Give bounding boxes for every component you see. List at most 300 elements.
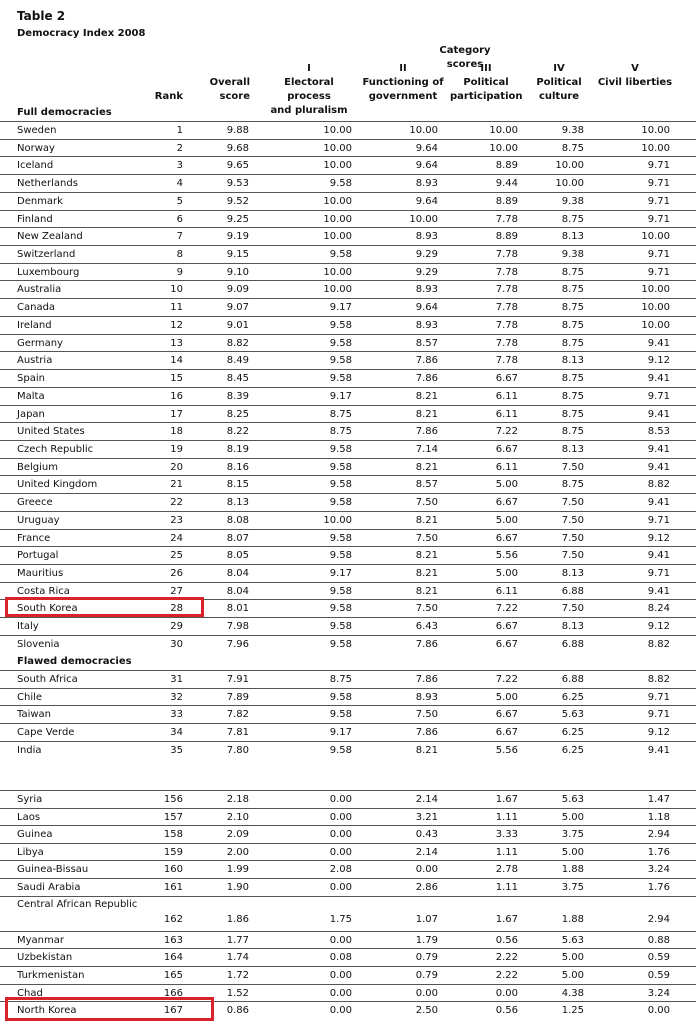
country-name-cell: Malta bbox=[17, 390, 45, 402]
overall-score-cell: 8.22 bbox=[226, 426, 249, 438]
electoral-process-cell: 10.00 bbox=[323, 142, 352, 154]
table-row bbox=[0, 263, 696, 281]
political-participation-cell: 6.67 bbox=[495, 621, 518, 633]
political-culture-cell: 8.13 bbox=[561, 231, 584, 243]
rank-header: Rank bbox=[154, 91, 183, 102]
table-row bbox=[0, 948, 696, 966]
electoral-process-cell: 10.00 bbox=[323, 514, 352, 526]
country-name-cell: Luxembourg bbox=[17, 266, 80, 278]
civil-liberties-cell: 9.71 bbox=[647, 709, 670, 721]
rank-cell: 8 bbox=[176, 249, 183, 261]
political-culture-cell: 5.00 bbox=[561, 970, 584, 981]
overall-score-cell: 7.98 bbox=[226, 621, 249, 633]
country-name-cell: Portugal bbox=[17, 550, 59, 562]
political-culture-cell: 1.88 bbox=[561, 864, 584, 876]
table-row bbox=[0, 475, 696, 493]
country-name-cell: Australia bbox=[17, 284, 62, 296]
rank-cell: 19 bbox=[170, 443, 183, 455]
political-participation-cell: 6.67 bbox=[495, 373, 518, 385]
rank-cell: 166 bbox=[163, 987, 183, 999]
civil-liberties-cell: 2.94 bbox=[647, 913, 670, 925]
political-participation-cell: 8.89 bbox=[495, 231, 518, 243]
political-participation-cell: 1.67 bbox=[495, 913, 518, 925]
rank-cell: 162 bbox=[163, 913, 183, 925]
functioning-government-cell: 8.57 bbox=[415, 337, 438, 349]
table-row bbox=[0, 351, 696, 369]
electoral-process-cell: 9.58 bbox=[329, 461, 352, 473]
political-participation-cell: 10.00 bbox=[489, 125, 518, 136]
country-name-cell: Germany bbox=[17, 337, 63, 349]
functioning-government-cell: 2.50 bbox=[415, 1005, 438, 1017]
political-culture-cell: 8.13 bbox=[561, 568, 584, 579]
political-participation-cell: 7.78 bbox=[495, 266, 518, 278]
overall-score-cell: 9.88 bbox=[226, 125, 249, 136]
electoral-process-cell: 10.00 bbox=[323, 125, 352, 136]
political-culture-cell: 5.63 bbox=[561, 934, 584, 946]
table-row bbox=[0, 458, 696, 476]
civil-liberties-cell: 9.71 bbox=[647, 514, 670, 526]
political-culture-cell: 7.50 bbox=[561, 514, 584, 526]
overall-score-cell: 7.91 bbox=[226, 674, 249, 685]
table-row bbox=[0, 825, 696, 843]
overall-score-cell: 1.86 bbox=[226, 913, 249, 925]
country-name-cell: India bbox=[17, 744, 42, 756]
country-name-cell: Libya bbox=[17, 846, 44, 858]
electoral-process-cell: 0.00 bbox=[329, 934, 352, 946]
rank-cell: 156 bbox=[163, 794, 183, 805]
functioning-government-cell: 0.00 bbox=[415, 864, 438, 876]
political-participation-cell: 10.00 bbox=[489, 142, 518, 154]
functioning-government-cell: 9.29 bbox=[415, 249, 438, 261]
political-participation-cell: 8.89 bbox=[495, 160, 518, 172]
political-culture-cell: 10.00 bbox=[555, 178, 584, 190]
table-row bbox=[0, 529, 696, 547]
political-culture-cell: 1.25 bbox=[561, 1005, 584, 1017]
political-culture-cell: 8.75 bbox=[561, 426, 584, 438]
functioning-government-cell: 9.64 bbox=[415, 195, 438, 207]
electoral-process-cell: 9.58 bbox=[329, 355, 352, 367]
political-culture-cell: 9.38 bbox=[561, 125, 584, 136]
electoral-process-cell: 0.00 bbox=[329, 829, 352, 841]
electoral-process-cell: 0.00 bbox=[329, 794, 352, 805]
electoral-process-cell: 9.58 bbox=[329, 319, 352, 331]
rank-cell: 31 bbox=[170, 674, 183, 685]
country-name-cell: Central African Republic bbox=[17, 898, 138, 910]
rank-cell: 164 bbox=[163, 952, 183, 964]
political-culture-cell: 1.88 bbox=[561, 913, 584, 925]
political-culture-cell: 5.00 bbox=[561, 811, 584, 823]
electoral-process-cell: 0.00 bbox=[329, 987, 352, 999]
political-culture-cell: 6.88 bbox=[561, 585, 584, 597]
country-name-cell: Japan bbox=[17, 408, 45, 420]
rank-cell: 9 bbox=[176, 266, 183, 278]
electoral-process-cell: 0.00 bbox=[329, 846, 352, 858]
country-name-cell: United States bbox=[17, 426, 85, 438]
functioning-government-cell: 3.21 bbox=[415, 811, 438, 823]
civil-liberties-cell: 8.82 bbox=[647, 479, 670, 491]
country-name-cell: Guinea-Bissau bbox=[17, 864, 89, 876]
political-participation-cell: 2.78 bbox=[495, 864, 518, 876]
overall-score-cell: 9.10 bbox=[226, 266, 249, 278]
electoral-process-cell: 10.00 bbox=[323, 266, 352, 278]
civil-liberties-cell: 9.41 bbox=[647, 585, 670, 597]
electoral-process-cell: 0.00 bbox=[329, 970, 352, 981]
civil-liberties-cell: 10.00 bbox=[641, 319, 670, 331]
political-culture-cell: 8.75 bbox=[561, 213, 584, 225]
table-row bbox=[0, 723, 696, 741]
country-name-cell: Cape Verde bbox=[17, 727, 75, 739]
political-culture-cell: 6.88 bbox=[561, 638, 584, 650]
functioning-government-cell: 7.86 bbox=[415, 355, 438, 367]
overall-score-cell: 9.53 bbox=[226, 178, 249, 190]
political-participation-cell: 7.78 bbox=[495, 337, 518, 349]
overall-score-cell: 2.18 bbox=[226, 794, 249, 805]
electoral-process-cell: 0.08 bbox=[329, 952, 352, 964]
overall-score-cell: 9.19 bbox=[226, 231, 249, 243]
table-subtitle: Democracy Index 2008 bbox=[17, 28, 146, 39]
overall-score-cell: 9.25 bbox=[226, 213, 249, 225]
overall-score-cell: 9.65 bbox=[226, 160, 249, 172]
rank-cell: 22 bbox=[170, 497, 183, 509]
electoral-process-cell: 9.58 bbox=[329, 638, 352, 650]
rank-cell: 158 bbox=[163, 829, 183, 841]
political-participation-cell: 8.89 bbox=[495, 195, 518, 207]
functioning-government-cell: 8.21 bbox=[415, 585, 438, 597]
functioning-government-header: II Functioning of government bbox=[362, 63, 444, 102]
electoral-process-cell: 9.58 bbox=[329, 249, 352, 261]
overall-score-cell: 8.25 bbox=[226, 408, 249, 420]
political-participation-cell: 7.22 bbox=[495, 426, 518, 438]
political-culture-cell: 3.75 bbox=[561, 882, 584, 893]
functioning-government-cell: 8.21 bbox=[415, 744, 438, 756]
country-name-cell: Belgium bbox=[17, 461, 58, 473]
civil-liberties-cell: 9.41 bbox=[647, 337, 670, 349]
rank-cell: 159 bbox=[163, 846, 183, 858]
overall-score-cell: 8.01 bbox=[226, 603, 249, 615]
overall-score-cell: 8.45 bbox=[226, 373, 249, 385]
civil-liberties-cell: 10.00 bbox=[641, 142, 670, 154]
functioning-government-cell: 2.14 bbox=[415, 794, 438, 805]
country-name-cell: Uzbekistan bbox=[17, 952, 73, 964]
table-row bbox=[0, 860, 696, 878]
functioning-government-cell: 8.93 bbox=[415, 284, 438, 296]
rank-cell: 15 bbox=[170, 373, 183, 385]
political-culture-cell: 8.75 bbox=[561, 284, 584, 296]
rank-cell: 1 bbox=[176, 125, 183, 136]
rank-cell: 16 bbox=[170, 390, 183, 402]
political-participation-cell: 6.67 bbox=[495, 638, 518, 650]
civil-liberties-header: V Civil liberties bbox=[597, 63, 673, 88]
rank-cell: 11 bbox=[170, 302, 183, 314]
political-participation-cell: 6.67 bbox=[495, 727, 518, 739]
civil-liberties-cell: 1.76 bbox=[647, 846, 670, 858]
political-participation-cell: 7.78 bbox=[495, 319, 518, 331]
functioning-government-cell: 8.21 bbox=[415, 568, 438, 579]
table-row bbox=[0, 546, 696, 564]
political-participation-cell: 6.67 bbox=[495, 709, 518, 721]
civil-liberties-cell: 9.12 bbox=[647, 355, 670, 367]
overall-score-cell: 1.99 bbox=[226, 864, 249, 876]
civil-liberties-cell: 9.71 bbox=[647, 390, 670, 402]
overall-score-cell: 8.05 bbox=[226, 550, 249, 562]
political-culture-cell: 8.13 bbox=[561, 621, 584, 633]
civil-liberties-cell: 9.71 bbox=[647, 160, 670, 172]
political-participation-cell: 1.11 bbox=[495, 882, 518, 893]
rank-cell: 12 bbox=[170, 319, 183, 331]
table-row bbox=[0, 121, 696, 139]
country-name-cell: Taiwan bbox=[17, 709, 52, 721]
overall-score-cell: 8.49 bbox=[226, 355, 249, 367]
political-participation-cell: 5.00 bbox=[495, 479, 518, 491]
political-participation-cell: 9.44 bbox=[495, 178, 518, 190]
political-participation-cell: 0.56 bbox=[495, 1005, 518, 1017]
overall-score-cell: 8.04 bbox=[226, 568, 249, 579]
country-name-cell: Slovenia bbox=[17, 638, 60, 650]
table-row bbox=[0, 387, 696, 405]
rank-cell: 23 bbox=[170, 514, 183, 526]
country-name-cell: Denmark bbox=[17, 195, 63, 207]
functioning-government-cell: 6.43 bbox=[415, 621, 438, 633]
functioning-government-cell: 7.86 bbox=[415, 426, 438, 438]
overall-score-cell: 8.15 bbox=[226, 479, 249, 491]
rank-cell: 35 bbox=[170, 744, 183, 756]
country-name-cell: South Africa bbox=[17, 674, 78, 685]
functioning-government-cell: 8.21 bbox=[415, 390, 438, 402]
table-row bbox=[0, 316, 696, 334]
country-name-cell: Norway bbox=[17, 142, 55, 154]
overall-score-cell: 0.86 bbox=[226, 1005, 249, 1017]
electoral-process-cell: 10.00 bbox=[323, 160, 352, 172]
functioning-government-cell: 0.00 bbox=[415, 987, 438, 999]
civil-liberties-cell: 10.00 bbox=[641, 284, 670, 296]
political-participation-cell: 1.67 bbox=[495, 794, 518, 805]
electoral-process-cell: 9.58 bbox=[329, 178, 352, 190]
political-culture-cell: 8.13 bbox=[561, 443, 584, 455]
electoral-process-cell: 0.00 bbox=[329, 1005, 352, 1017]
political-culture-cell: 8.75 bbox=[561, 266, 584, 278]
rank-cell: 32 bbox=[170, 691, 183, 703]
overall-score-cell: 7.89 bbox=[226, 691, 249, 703]
political-culture-cell: 9.38 bbox=[561, 249, 584, 261]
political-culture-cell: 5.63 bbox=[561, 709, 584, 721]
electoral-process-cell: 0.00 bbox=[329, 811, 352, 823]
electoral-process-cell: 9.58 bbox=[329, 550, 352, 562]
electoral-process-cell: 9.58 bbox=[329, 691, 352, 703]
political-participation-header: III Political participation bbox=[450, 63, 523, 102]
political-culture-cell: 8.75 bbox=[561, 479, 584, 491]
rank-cell: 20 bbox=[170, 461, 183, 473]
civil-liberties-cell: 3.24 bbox=[647, 864, 670, 876]
functioning-government-cell: 0.79 bbox=[415, 952, 438, 964]
overall-score-cell: 9.52 bbox=[226, 195, 249, 207]
functioning-government-cell: 2.14 bbox=[415, 846, 438, 858]
electoral-process-cell: 10.00 bbox=[323, 195, 352, 207]
functioning-government-cell: 0.79 bbox=[415, 970, 438, 981]
table-title: Table 2 bbox=[17, 9, 66, 23]
political-participation-cell: 3.33 bbox=[495, 829, 518, 841]
overall-score-cell: 1.90 bbox=[226, 882, 249, 893]
political-participation-cell: 0.56 bbox=[495, 934, 518, 946]
rank-cell: 7 bbox=[176, 231, 183, 243]
civil-liberties-cell: 9.41 bbox=[647, 408, 670, 420]
overall-score-cell: 9.01 bbox=[226, 319, 249, 331]
political-culture-cell: 5.00 bbox=[561, 952, 584, 964]
civil-liberties-cell: 0.59 bbox=[647, 970, 670, 981]
rank-cell: 21 bbox=[170, 479, 183, 491]
rank-cell: 157 bbox=[163, 811, 183, 823]
table-row bbox=[0, 334, 696, 352]
political-participation-cell: 6.11 bbox=[495, 408, 518, 420]
functioning-government-cell: 7.50 bbox=[415, 497, 438, 509]
rank-cell: 13 bbox=[170, 337, 183, 349]
political-participation-cell: 7.78 bbox=[495, 249, 518, 261]
electoral-process-cell: 9.58 bbox=[329, 603, 352, 615]
functioning-government-cell: 10.00 bbox=[409, 213, 438, 225]
political-participation-cell: 2.22 bbox=[495, 970, 518, 981]
table-row bbox=[0, 493, 696, 511]
electoral-process-cell: 8.75 bbox=[329, 426, 352, 438]
overall-score-cell: 7.82 bbox=[226, 709, 249, 721]
table-row bbox=[0, 878, 696, 896]
overall-score-cell: 2.09 bbox=[226, 829, 249, 841]
functioning-government-cell: 8.21 bbox=[415, 550, 438, 562]
political-participation-cell: 1.11 bbox=[495, 846, 518, 858]
rank-cell: 26 bbox=[170, 568, 183, 579]
rank-cell: 27 bbox=[170, 585, 183, 597]
category-scores-header: Category scores bbox=[439, 45, 491, 70]
political-participation-cell: 6.67 bbox=[495, 497, 518, 509]
overall-score-cell: 1.72 bbox=[226, 970, 249, 981]
political-culture-cell: 8.75 bbox=[561, 142, 584, 154]
political-culture-cell: 5.63 bbox=[561, 794, 584, 805]
civil-liberties-cell: 0.88 bbox=[647, 934, 670, 946]
country-name-cell: Myanmar bbox=[17, 934, 64, 946]
political-participation-cell: 7.78 bbox=[495, 213, 518, 225]
table-row bbox=[0, 670, 696, 688]
political-participation-cell: 7.78 bbox=[495, 302, 518, 314]
political-culture-cell: 7.50 bbox=[561, 532, 584, 544]
country-name-cell: France bbox=[17, 532, 51, 544]
table-row bbox=[0, 741, 696, 759]
table-row bbox=[0, 688, 696, 706]
political-participation-cell: 6.11 bbox=[495, 461, 518, 473]
political-participation-cell: 5.00 bbox=[495, 691, 518, 703]
functioning-government-cell: 8.93 bbox=[415, 231, 438, 243]
table-row bbox=[0, 843, 696, 861]
political-participation-cell: 5.56 bbox=[495, 550, 518, 562]
country-name-cell: Czech Republic bbox=[17, 443, 94, 455]
functioning-government-cell: 9.64 bbox=[415, 302, 438, 314]
political-participation-cell: 6.11 bbox=[495, 390, 518, 402]
civil-liberties-cell: 1.47 bbox=[647, 794, 670, 805]
political-culture-cell: 7.50 bbox=[561, 497, 584, 509]
electoral-process-cell: 8.75 bbox=[329, 408, 352, 420]
table-row bbox=[0, 298, 696, 316]
country-name-cell: Guinea bbox=[17, 829, 53, 841]
civil-liberties-cell: 9.71 bbox=[647, 691, 670, 703]
civil-liberties-cell: 9.41 bbox=[647, 497, 670, 509]
political-participation-cell: 5.56 bbox=[495, 744, 518, 756]
overall-score-cell: 8.16 bbox=[226, 461, 249, 473]
political-culture-cell: 5.00 bbox=[561, 846, 584, 858]
electoral-process-cell: 9.58 bbox=[329, 532, 352, 544]
civil-liberties-cell: 9.12 bbox=[647, 621, 670, 633]
political-participation-cell: 7.78 bbox=[495, 355, 518, 367]
country-name-cell: Greece bbox=[17, 497, 53, 509]
country-name-cell: New Zealand bbox=[17, 231, 83, 243]
overall-score-cell: 8.82 bbox=[226, 337, 249, 349]
political-culture-cell: 7.50 bbox=[561, 461, 584, 473]
political-participation-cell: 7.78 bbox=[495, 284, 518, 296]
political-culture-cell: 7.50 bbox=[561, 603, 584, 615]
rank-cell: 4 bbox=[176, 178, 183, 190]
functioning-government-cell: 7.50 bbox=[415, 603, 438, 615]
civil-liberties-cell: 9.41 bbox=[647, 461, 670, 473]
rank-cell: 17 bbox=[170, 408, 183, 420]
political-culture-cell: 9.38 bbox=[561, 195, 584, 207]
section-full-democracies: Full democracies bbox=[17, 107, 112, 118]
civil-liberties-cell: 0.00 bbox=[647, 1005, 670, 1017]
table-row bbox=[0, 156, 696, 174]
civil-liberties-cell: 2.94 bbox=[647, 829, 670, 841]
civil-liberties-cell: 8.82 bbox=[647, 638, 670, 650]
functioning-government-cell: 8.57 bbox=[415, 479, 438, 491]
rank-cell: 2 bbox=[176, 142, 183, 154]
overall-score-cell: 9.15 bbox=[226, 249, 249, 261]
electoral-process-cell: 9.17 bbox=[329, 302, 352, 314]
country-name-cell: Costa Rica bbox=[17, 585, 70, 597]
functioning-government-cell: 10.00 bbox=[409, 125, 438, 136]
table-row bbox=[0, 174, 696, 192]
overall-score-header: Overall score bbox=[209, 77, 250, 102]
political-culture-cell: 8.75 bbox=[561, 390, 584, 402]
civil-liberties-cell: 10.00 bbox=[641, 302, 670, 314]
functioning-government-cell: 7.86 bbox=[415, 727, 438, 739]
electoral-process-cell: 9.58 bbox=[329, 479, 352, 491]
functioning-government-cell: 0.43 bbox=[415, 829, 438, 841]
rank-cell: 6 bbox=[176, 213, 183, 225]
rank-cell: 163 bbox=[163, 934, 183, 946]
civil-liberties-cell: 1.18 bbox=[647, 811, 670, 823]
rank-cell: 34 bbox=[170, 727, 183, 739]
country-name-cell: Canada bbox=[17, 302, 56, 314]
political-participation-cell: 6.11 bbox=[495, 585, 518, 597]
civil-liberties-cell: 1.76 bbox=[647, 882, 670, 893]
electoral-process-cell: 8.75 bbox=[329, 674, 352, 685]
political-participation-cell: 7.22 bbox=[495, 674, 518, 685]
overall-score-cell: 2.00 bbox=[226, 846, 249, 858]
overall-score-cell: 7.81 bbox=[226, 727, 249, 739]
table-row bbox=[0, 896, 696, 931]
country-name-cell: South Korea bbox=[17, 603, 78, 615]
civil-liberties-cell: 10.00 bbox=[641, 231, 670, 243]
rank-cell: 30 bbox=[170, 638, 183, 650]
civil-liberties-cell: 8.53 bbox=[647, 426, 670, 438]
civil-liberties-cell: 9.41 bbox=[647, 744, 670, 756]
table-row bbox=[0, 227, 696, 245]
electoral-process-cell: 10.00 bbox=[323, 213, 352, 225]
political-culture-cell: 8.13 bbox=[561, 355, 584, 367]
electoral-process-cell: 1.75 bbox=[329, 913, 352, 925]
political-culture-cell: 4.38 bbox=[561, 987, 584, 999]
functioning-government-cell: 9.64 bbox=[415, 142, 438, 154]
rank-cell: 3 bbox=[176, 160, 183, 172]
table-row bbox=[0, 790, 696, 808]
political-culture-cell: 6.88 bbox=[561, 674, 584, 685]
political-culture-cell: 8.75 bbox=[561, 302, 584, 314]
functioning-government-cell: 7.50 bbox=[415, 532, 438, 544]
political-participation-cell: 5.00 bbox=[495, 514, 518, 526]
